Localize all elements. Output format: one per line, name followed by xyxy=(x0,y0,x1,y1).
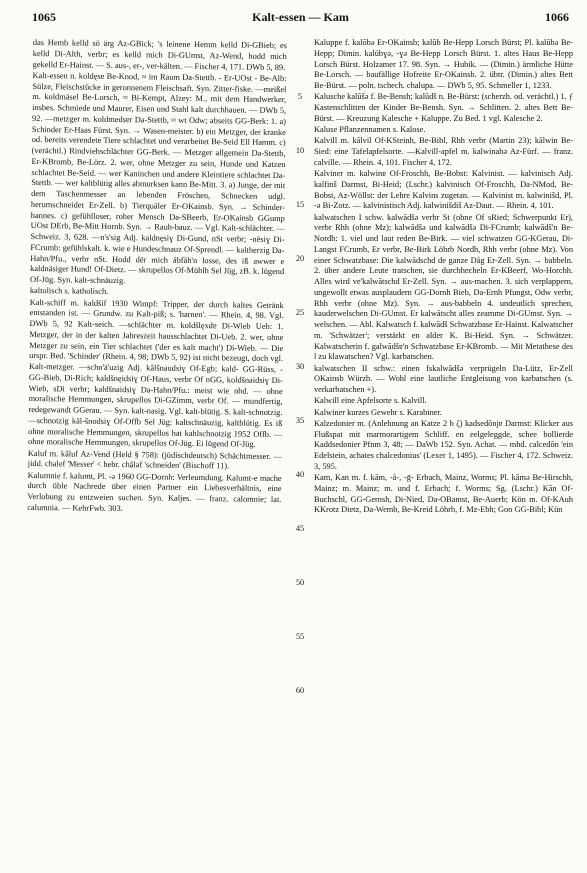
line-number: 45 xyxy=(295,524,305,533)
entry-kalwiner: Kalwiner kurzes Gewehr s. Karabiner. xyxy=(314,407,442,417)
entry-kalusche: Kalusche kalūšə f. Be-Bensh; kalūdš n. Be-Bürst: (scherzh. od. verächtl.) 1. ƒ Kastenschlitten der Kinder Be-Bensh. Syn. → Schlitten. 2. altes Bett Be-Bürst. — Kreuzung Kalesche + Kaluppe. Zu Bed. 1 vgl. Kalesche 2. xyxy=(314,92,573,123)
page-number-left: 1065 xyxy=(32,10,56,24)
line-number: 5 xyxy=(297,92,303,101)
line-number: 40 xyxy=(295,470,305,479)
line-number: 35 xyxy=(295,416,305,425)
entry-kalt-continued: das Hemb kelld sö ärg Az-GBick; 's leinene Hemm kelld Di-GBieb; es kelld Di-Alth, verbr; es kelld mich Di-GUmst, Az-Wend, hodd mich gekelld Er-Hainst. — S. aus-, er-, ver-kälten. — Fischer 4, 171. DWb 5, 89. xyxy=(32,38,287,72)
entry-kalviner: Kalviner m. kalwinɐ Of-Froschh, Be-Bobst: Kalvinist. — kalvinisch Adj. kalfinš Darmst, Bi-Heid; (Lschr.) kalvinisch Of-Froschh, Da-NMod, Be-Bobst, Az-Wöllst: der Lehre Kalvins zugetan. — Kalvinist m. kalwinišd, Pl. -ə Bi-Zotz. — kalvinistisch Adj. kalwinišdiš Az-Daut. — Rhein. 4, 101. xyxy=(314,169,573,211)
line-number: 15 xyxy=(295,200,305,209)
entry-kalt-essen: Kalt-essen n. koldęsɐ Be-Knod, ≈ im Raum Da-Stettb. - Er-UOst - Be-Alb: Sülze, Fleischstücke in geronnenem Fleischsaft. Syn. Zitter-fiske. —meißel m. koldmäsel Be-Lorsch, ≈ Bi-Kempt, Alzey: M., mit dem Handwerker, insbes. Schmiede und Maurer, Eisen und Stahl kalt durchhauen. — DWb 5, 92. —metzger m. koldmedsɐr Da-Stettb, ≈ wt Odw; abseits GG-Berk: 1. a) Schinder Er-Haas Fürst. Syn. → Wasen-meister. b) ein Metzger, der kranke od. bereits verendete Tiere schlachtet und verarbeitet Be-Seid Ell Hamm. c) (verächtl.) Rindviehschlächter GG-Berk. — Metzger allgemein Da-Stettb, Er-KBromb, Be-Lörz. 2. wer, ohne Metzger zu sein, Hunde und Katzen schlachtet Be-Seid. — wer Kaninchen und andere Kleintiere schlachtet Da-Stettb. — wer kaltblütig alles abmurksen kann Be-Mitt. 3. a) Junge, der mit dem Taschenmesser an lebenden Fröschen, Schnecken udgl. herumschneidet Er-Zell. b) Tierquäler Er-OKainsb. Syn. → Schinder-hannes. c) gefühlloser, roher Mensch Da-SBeerb, Er-OKainsb GGump UOst DErb, Be-Mitt Hornb. Syn. → Rauh-bauz. — Vgl. Kalt-schlächter. — Schweiz. 3, 628. —n's'sig Adj. kaldnęsiɣ Di-Gund, nSt verbr; -nēsiɣ Di-FCrumb: gefühlskalt. k. wie e Hundeschnauz Of-Sprendl. — kaltherzig Da-Hahn/Pfu., verbr nSt. Hodd dër mich åbfåh'n losse, des iß awwer e kaldnäsiger Hund! Of-Dietz. — skrupellos Of-Mühlh Sel Jüg, zB. k. lügend Of-Jüg. Syn. kalt-schnäuzig. xyxy=(29,70,287,286)
line-number: 50 xyxy=(295,578,305,587)
entry-kaluse: Kaluse Pflanzennamen s. Kalose. xyxy=(314,125,426,134)
entry-kalumnie: Kalumnie f. kalumt, Pl. -ə 1960 GG-Dornh: Verleumdung. Kalumt-e mache durch üble Nachrede über einen Partner ein Liebesverhältnis, eine Verlobung zu entzweien suchen. Syn. Kaljes. — franz. calomnie; lat. calumnia. — KehrFwb. 303. xyxy=(27,470,282,513)
right-column xyxy=(314,38,573,867)
line-number: 30 xyxy=(295,362,305,371)
left-column xyxy=(23,38,287,870)
line-number: 25 xyxy=(295,308,305,317)
entry-kaltolisch: kaltolisch s. katholisch. xyxy=(29,286,109,297)
entry-kaluf: Kaluf m. kâluf Az-Vend (Held § 758): (jüdischdeutsch) Schächtmesser. — jidd. chalef 'Messer' < hebr. châlaf 'schneiden' (Bischoff 11). xyxy=(27,448,282,471)
line-number: 10 xyxy=(295,146,305,155)
entry-kalwill: Kalwill eine Apfelsorte s. Kalvill. xyxy=(314,396,427,406)
entry-kalwatschen-1: kalwatschen I schw. kalwādšə verbr St (ohne Of sRied; Schwerpunkt Er), verbr Rhh (ohne Mz); kalwādšə und kalwādšə Di-FCrumb; kalwādš'n Be-Nordh: 1. viel und laut reden Be-Birk. — viel schwatzen GG-KGerau, Di-Langst FCrumb, Er verbr, Be-Birk Löhrb Nordh, Rhh verbr (ohne Mz). Von einer Schwatzbase: Die kalwādschd de ganze Dåg Er-Zell. Syn. → babbeln. 2. über andere Leute tratschen, sie durchhecheln Er-KBeerf, Wo-Horchh. Alles wird ve'kalwātschd Er-Zell. Syn. → aus-machen. 3. sich verplappern, ungewollt etwas ausplaudern GG-Dornh Bieb, Da-Ernh Pfungst, Odw verbr, Rhh verbr (ohne Mz). Syn. → aus-babbeln 4. undeutlich sprechen, kauderwelschen Di-GUmst. Er kalwātscht alles zeamme Di-GUmst. Syn. → welschen. — Abl. Kalwatsch f. kalwādš Schwatzbase Er-Hainst. Kalwatscher m. 'Schwätzer'; verstärkt en alder K. Bi-Heid. Syn. → Schwätzer. Kalwatscherin f. galwādšɐ'n Schwatzbase Er-KBromb. — Mit Metathese des l zu klawatschen? Vgl. karbatschen. xyxy=(314,212,573,362)
entry-kalzedonier: Kalzedonier m. (Anlehnung an Katze 2 b ζ) kadsedōnjɐ Darmst: Klicker aus Flußspat mit marmorartigem Schliff. en eelgeleggde, schee bollierde Kaddsedonier Pfnm 3, 48; — DaWb 152. Syn. Achat. — mhd. calcedōn 'ein Edelstein, achates chalcedonius' (Lexer 1, 1495). — Fischer 4, 172. Schweiz. 3, 595. xyxy=(314,418,573,471)
running-header xyxy=(32,10,569,28)
header-title: Kalt-essen — Kam xyxy=(252,10,349,24)
entry-kalt-schiff: Kalt-schiff m. kaldšif 1930 Wimpf: Tripper, der durch kaltes Getränk entstanden ist. — Grundw. zu Kalt-piß; s. 'harnen'. — Rhein. 4, 98. Vgl. DWb 5, 92 Kalt-seich. —schlächter m. koldšlęxdɐ Di-Wieb Ueb: 1. Metzger, der in der kalten Jahreszeit hausschlachtet Di-Ueb. 2. wer, ohne Metzger zu sein, ein Tier schlachtet ('der es kalt macht') Di-Wieb. — Die urspr. Bed. 'Schinder' (Rhein. 4, 98; DWb 5, 92) ist nicht bezeugt, doch vgl. Kalt-metzger. —schn'ä'uzig Adj. kâlšnaudsiɣ Of-Egb; kald- GG-Rüss, - GG-Bieb, Di-Rich; kaldšnęidsiɣ Of-Haus, verbr Of nGG, koldšnaidsiɣ Di-Wieb, sDi verbr; kaldšnaidsiɣ Da-Hahn/Pfu.: meist wie nhd. — ohne moralische Hemmungen, skrupellos Di-GZimm, verbr Of. — mundfertig, redegewandt GGerau. — Syn. kalt-nasig. Vgl. kalt-blütig. S. kalt-schnotzig. —schnotzig kāl-šnodsiɣ Of-Offb Sel Jüg: kaltschnäuzig, kaltblütig. Es iß ohne moralische Hemmungen, skrupellos hat kahlschnotzig 1952 Offb. — ohne moralische Hemmungen, skrupellos Of-Jüg. Ei lügend Of-Jüg. xyxy=(28,297,284,449)
page-number-right: 1066 xyxy=(545,10,569,24)
entry-kam: Kam, Kan m. f. kām, -å-, -ḡ- Erbach, Mainz, Worms; Pl. kāmə Be-Hirschh, Mainz; m. Mainz; m. und f. Erbach; f. Worms; Sg. (Lschr.) Kān Of-Buchschl, GG-Gernsh, Di-Nied, Da-OBamst, Be-Auerb; Kön m. Of-KAuh KKrotz Dietz, Da-Wemb, Be-Kreid Löhrb, f. Mz-Ebh; Gon GG-Bibl; Kün xyxy=(314,473,573,515)
entry-kalwatschen-2: kalwatschen II schw.: einen fskalwādšə verprügeln Da-Lütz, Er-Zell OKainsb Würzb. — Wohl eine lautliche Entgleisung von karbatschen (s. verkarbatschen +). xyxy=(314,363,573,394)
line-number: 60 xyxy=(295,686,305,695)
entry-kalvill: Kalvill m. kālvil Of-KSteinh, Be-Bibl, Rhh verbr (Martin 23); kālwin Be-Sied: eine Tafelapfelsorte. —Kalvill-apfel m. kalwinabə Az-Fürf. — franz. calville. — Rhein. 4, 101. Fischer 4, 172. xyxy=(314,136,573,167)
line-number: 55 xyxy=(295,632,305,641)
entry-kaluppe: Kaluppe f. kalōbə Er-OKainsb; kalūb Be-Hepp Lorsch Bürst; Pl. kalūbə Be-Hepp; Dimin. kalübɣə, -ɣə Be-Hepp Lorsch Bürst. 1. altes Haus Be-Hepp Lorsch Bürst. Holzamer 17. 98. Syn. → Hubik. — (Dimin.) ärmliche Hütte Be-Lorsch. — baufällige Hofreite Er-OKainsb. 2. übtr. (Dimin.) altes Bett Be-Bürst. — poln. tschech. chalupa. — DWb 5, 95. Schmeller 1, 1233. xyxy=(314,38,573,90)
line-number: 20 xyxy=(295,254,305,263)
